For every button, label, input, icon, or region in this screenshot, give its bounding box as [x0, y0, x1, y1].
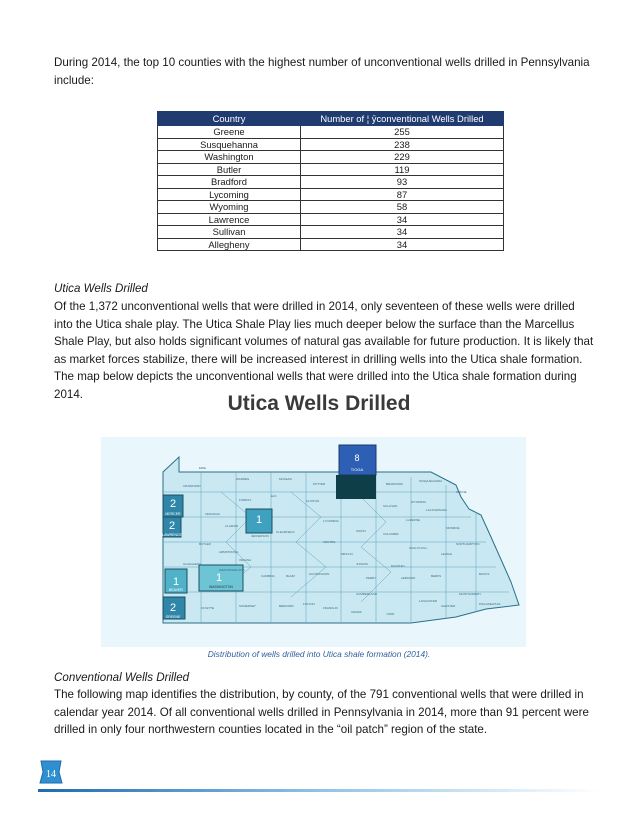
page-number: 14 — [46, 769, 56, 780]
table-row — [158, 138, 504, 151]
table-header-country: Country — [158, 112, 301, 126]
table-row — [158, 176, 504, 189]
beaver-county-name: BEAVER — [169, 588, 183, 592]
county-name: SUSQUEHANNA — [419, 479, 443, 483]
keystone-icon — [38, 758, 64, 786]
county-name: BUTLER — [199, 542, 211, 546]
table-cell-count: 255 — [301, 126, 504, 139]
county-name: CENTRE — [323, 540, 336, 544]
county-name: CLINTON — [306, 499, 320, 503]
county-name: YORK — [386, 612, 395, 616]
county-name: ARMSTRONG — [219, 550, 239, 554]
utica-map — [101, 437, 526, 647]
county-name: MONROE — [446, 526, 460, 530]
table-row — [158, 238, 504, 251]
county-name: PERRY — [366, 576, 377, 580]
county-name: WYOMING — [411, 500, 426, 504]
county-name: LANCASTER — [419, 599, 438, 603]
conventional-paragraph: The following map identifies the distribution, by county, of the 791 conventional wells that were drilled in calendar year 2014. Of all conventional wells drilled in Pennsylvania in 2014, more than 91 percent were drilled in only four northwestern counties located in the “oil patch” region of the state. — [54, 688, 589, 737]
county-name: LEBANON — [401, 576, 416, 580]
county-name: POTTER — [313, 482, 326, 486]
county-name: JUNIATA — [356, 562, 369, 566]
table-cell-county: Lycoming — [158, 188, 301, 201]
county-name: LYCOMING — [323, 519, 339, 523]
county-name: MIFFLIN — [341, 552, 353, 556]
county-name: MCKEAN — [279, 477, 292, 481]
county-name: BERKS — [431, 574, 442, 578]
county-name: CHESTER — [441, 604, 456, 608]
page-number-badge — [38, 758, 64, 786]
washington-county-name: WASHINGTON — [209, 585, 233, 589]
table-cell-count: 87 — [301, 188, 504, 201]
county-name: JEFFERSON — [251, 534, 269, 538]
county-name: BLAIR — [286, 574, 295, 578]
table-cell-county: Greene — [158, 126, 301, 139]
table-cell-county: Susquehanna — [158, 138, 301, 151]
map-caption: Distribution of wells drilled into Utica shale formation (2014). — [207, 649, 431, 659]
greene-count-label: 2 — [169, 602, 177, 614]
county-name: PHILADELPHIA — [479, 602, 501, 606]
table-cell-county: Washington — [158, 151, 301, 164]
county-name: INDIANA — [239, 558, 252, 562]
county-name: MONTGOMERY — [459, 592, 482, 596]
table-row — [158, 126, 504, 139]
table-cell-count: 34 — [301, 238, 504, 251]
county-name: VENANGO — [205, 512, 221, 516]
county-name: LEHIGH — [441, 552, 453, 556]
table-cell-count: 58 — [301, 201, 504, 214]
county-name: CLEARFIELD — [276, 530, 295, 534]
county-name: BUCKS — [479, 572, 490, 576]
tioga-count-label: 8 — [354, 453, 360, 463]
county-name: WAYNE — [456, 490, 467, 494]
county-name: ERIE — [199, 466, 207, 470]
tioga-county-shadow — [336, 475, 376, 499]
county-name: LACKAWANNA — [426, 508, 447, 512]
table-cell-county: Allegheny — [158, 238, 301, 251]
table-cell-count: 238 — [301, 138, 504, 151]
table-cell-county: Lawrence — [158, 213, 301, 226]
county-name: BEDFORD — [279, 604, 294, 608]
county-name: UNION — [356, 529, 366, 533]
county-name: SULLIVAN — [383, 504, 398, 508]
county-name: FULTON — [303, 602, 315, 606]
table-cell-county: Bradford — [158, 176, 301, 189]
mercer-county-name: MERCER — [165, 512, 181, 516]
county-name: WESTMORELAND — [219, 568, 245, 572]
county-name: ELK — [271, 494, 277, 498]
table-cell-county: Sullivan — [158, 226, 301, 239]
county-name: SOMERSET — [239, 604, 256, 608]
conventional-heading: Conventional Wells Drilled — [54, 671, 190, 684]
greene-county-name: GREENE — [165, 615, 181, 619]
table-row — [158, 201, 504, 214]
county-name: CLARION — [225, 524, 239, 528]
table-row — [158, 226, 504, 239]
table-cell-county: Butler — [158, 163, 301, 176]
county-name: ADAMS — [351, 610, 362, 614]
footer-rule — [38, 789, 600, 792]
table-row — [158, 213, 504, 226]
utica-paragraph: Of the 1,372 unconventional wells that were drilled in 2014, only seventeen of these wells were drilled into the Utica shale play. The Utica Shale Play lies much deeper below the surface than the Marcellus Shale Play, but also holds significant volumes of natural gas available for future production. It is likely that as market forces stabilize, there will be increased interest in drilling wells into the Utica shale formation. The map below depicts the unconventional wells that were drilled into the Utica shale formation during 2014. — [54, 300, 594, 401]
table-cell-county: Wyoming — [158, 201, 301, 214]
table-row — [158, 151, 504, 164]
county-name: CRAWFORD — [183, 484, 201, 488]
map-title: Utica Wells Drilled — [227, 392, 411, 415]
table-row — [158, 163, 504, 176]
county-name: CAMBRIA — [261, 574, 275, 578]
table-cell-count: 229 — [301, 151, 504, 164]
intro-paragraph: During 2014, the top 10 counties with the highest number of unconventional wells drilled in Pennsylvania include: — [54, 56, 590, 87]
county-name: HUNTINGDON — [309, 572, 330, 576]
clinton-area-count-label: 1 — [255, 514, 263, 526]
pennsylvania-map-svg — [101, 437, 526, 647]
county-name: WARREN — [236, 477, 250, 481]
table-header-row — [158, 112, 504, 126]
washington-count-label: 1 — [215, 572, 223, 584]
lawrence-county-name: LAWRENCE — [162, 533, 182, 537]
county-name: CUMBERLAND — [356, 592, 378, 596]
county-name: NORTHAMPTON — [456, 542, 480, 546]
county-table — [157, 111, 504, 251]
utica-heading: Utica Wells Drilled — [54, 282, 148, 295]
county-name: BRADFORD — [386, 482, 403, 486]
table-cell-count: 119 — [301, 163, 504, 176]
county-name: FOREST — [239, 498, 252, 502]
county-name: FRANKLIN — [323, 606, 338, 610]
county-name: COLUMBIA — [383, 532, 399, 536]
county-name: FAYETTE — [201, 606, 215, 610]
lawrence-count-label: 2 — [168, 520, 176, 532]
beaver-count-label: 1 — [172, 576, 180, 588]
county-name: SCHUYLKILL — [409, 546, 428, 550]
table-cell-count: 34 — [301, 213, 504, 226]
county-name: ALLEGHENY — [183, 562, 202, 566]
mercer-count-label: 2 — [169, 498, 177, 510]
tioga-county-name: TIOGA — [350, 467, 364, 472]
county-name: DAUPHIN — [391, 564, 405, 568]
table-cell-count: 34 — [301, 226, 504, 239]
table-row — [158, 188, 504, 201]
table-cell-count: 93 — [301, 176, 504, 189]
table-header-wells: Number of ¦ ȳconventional Wells Drilled — [301, 112, 504, 126]
county-name: LUZERNE — [406, 518, 421, 522]
